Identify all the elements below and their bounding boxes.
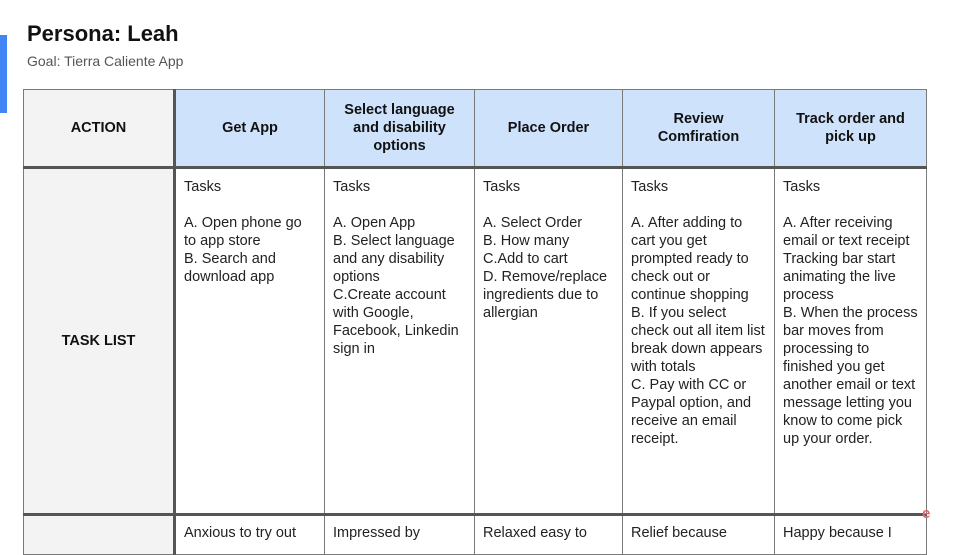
stage-header-place-order: Place Order	[475, 90, 623, 168]
emotion-cell-place-order: Relaxed easy to	[475, 515, 623, 555]
emotion-row	[24, 515, 927, 555]
emotion-cell-get-app: Anxious to try out	[175, 515, 325, 555]
stage-header-review: Review Comfiration	[623, 90, 775, 168]
page-subtitle: Goal: Tierra Caliente App	[27, 53, 184, 69]
header-row	[24, 90, 927, 168]
task-cell-review: Tasks A. After adding to cart you get prompted ready to check out or continue shopping B. If you select check out all item list break down appears with totals C. Pay with CC or Paypal option, and receive an email receipt.	[623, 168, 775, 515]
task-list-row	[24, 168, 927, 515]
task-cell-get-app: Tasks A. Open phone go to app store B. Search and download app	[175, 168, 325, 515]
task-list-label: TASK LIST	[24, 168, 175, 515]
accent-bar	[0, 35, 7, 113]
stray-mark: e	[922, 505, 931, 522]
stage-header-track-order: Track order and pick up	[775, 90, 927, 168]
emotion-row-label	[24, 515, 175, 555]
task-cell-track-order: Tasks A. After receiving email or text receipt Tracking bar start animating the live process B. When the process bar moves from processing to finished you get another email or text message letting you know to come pick up your order.	[775, 168, 927, 515]
task-cell-place-order: Tasks A. Select Order B. How many C.Add to cart D. Remove/replace ingredients due to allergian	[475, 168, 623, 515]
action-header: ACTION	[24, 90, 175, 168]
stage-header-get-app: Get App	[175, 90, 325, 168]
emotion-cell-review: Relief because	[623, 515, 775, 555]
emotion-cell-select-language: Impressed by	[325, 515, 475, 555]
emotion-cell-track-order: Happy because I	[775, 515, 927, 555]
stage-header-select-language: Select language and disability options	[325, 90, 475, 168]
task-cell-select-language: Tasks A. Open App B. Select language and any disability options C.Create account with Google, Facebook, Linkedin sign in	[325, 168, 475, 515]
page-title: Persona: Leah	[27, 21, 179, 46]
journey-map-table	[23, 89, 927, 555]
